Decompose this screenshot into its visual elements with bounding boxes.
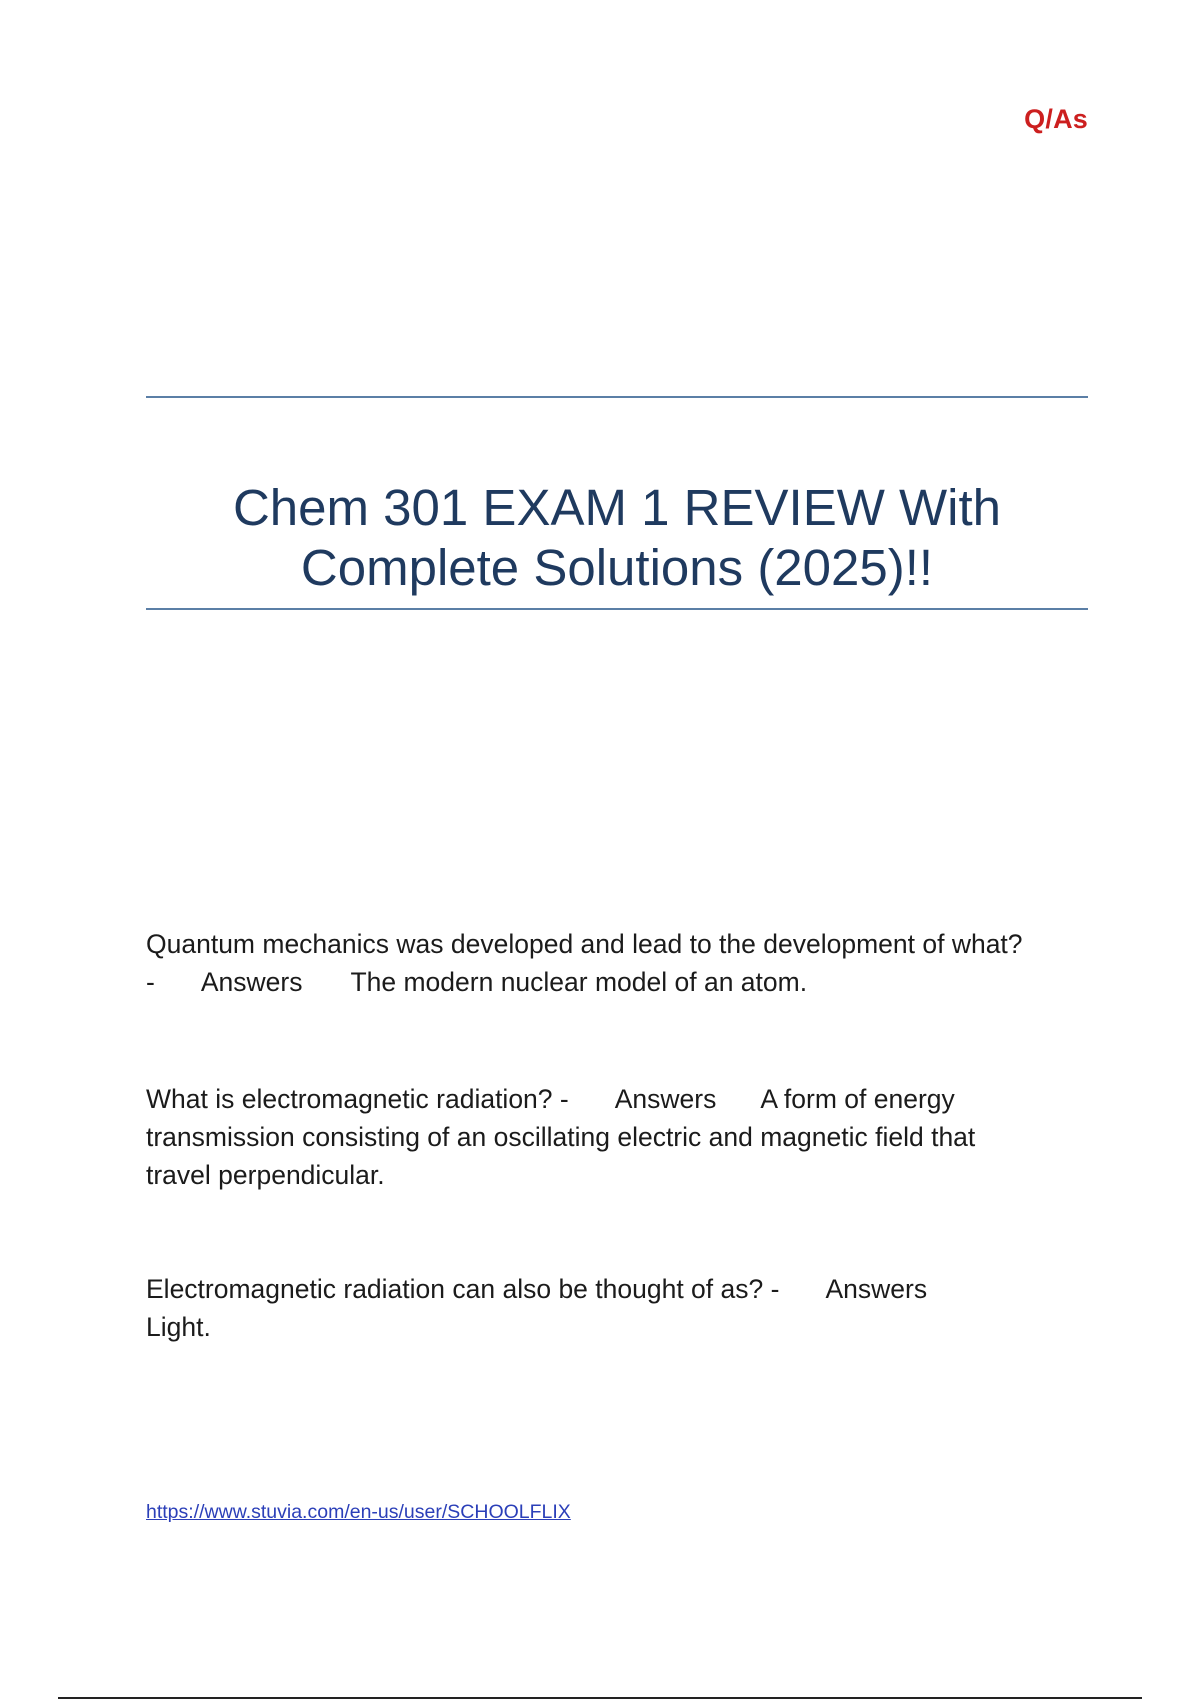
qa-first-line: [146, 1270, 1096, 1308]
footer-rule: [58, 1697, 1142, 1699]
qa-answer-part-3: travel perpendicular.: [146, 1160, 385, 1190]
document-title: [146, 478, 1088, 598]
footer-link[interactable]: https://www.stuvia.com/en-us/user/SCHOOLFLIX: [146, 1501, 571, 1523]
title-line-2: Complete Solutions (2025)!!: [300, 539, 934, 596]
qa-item-3: [146, 1270, 1096, 1346]
qa-answer-part-1: A form of energy: [760, 1084, 955, 1114]
title-line-1: Chem 301 EXAM 1 REVIEW With: [232, 479, 1002, 536]
qa-answers-label: Answers: [825, 1274, 928, 1304]
header-tag: Q/As: [1024, 104, 1088, 134]
title-top-rule: [146, 396, 1088, 398]
qa-item-2: [146, 1080, 1096, 1194]
qa-question: What is electromagnetic radiation? -: [146, 1084, 569, 1114]
qa-separator: -: [146, 967, 155, 997]
qa-answers-label: Answers: [200, 967, 303, 997]
qa-item-1: [146, 925, 1096, 1001]
qa-first-line: [146, 1080, 1096, 1118]
qa-answer: Light.: [146, 1312, 211, 1342]
title-bottom-rule: [146, 608, 1088, 610]
qa-answer: The modern nuclear model of an atom.: [350, 967, 808, 997]
qa-question: Quantum mechanics was developed and lead to the development of what?: [146, 929, 1023, 959]
qa-answers-label: Answers: [614, 1084, 717, 1114]
qa-answer-line: [146, 963, 1096, 1001]
qa-answer-part-2: transmission consisting of an oscillating electric and magnetic field that: [146, 1122, 976, 1152]
qa-question: Electromagnetic radiation can also be thought of as? -: [146, 1274, 780, 1304]
